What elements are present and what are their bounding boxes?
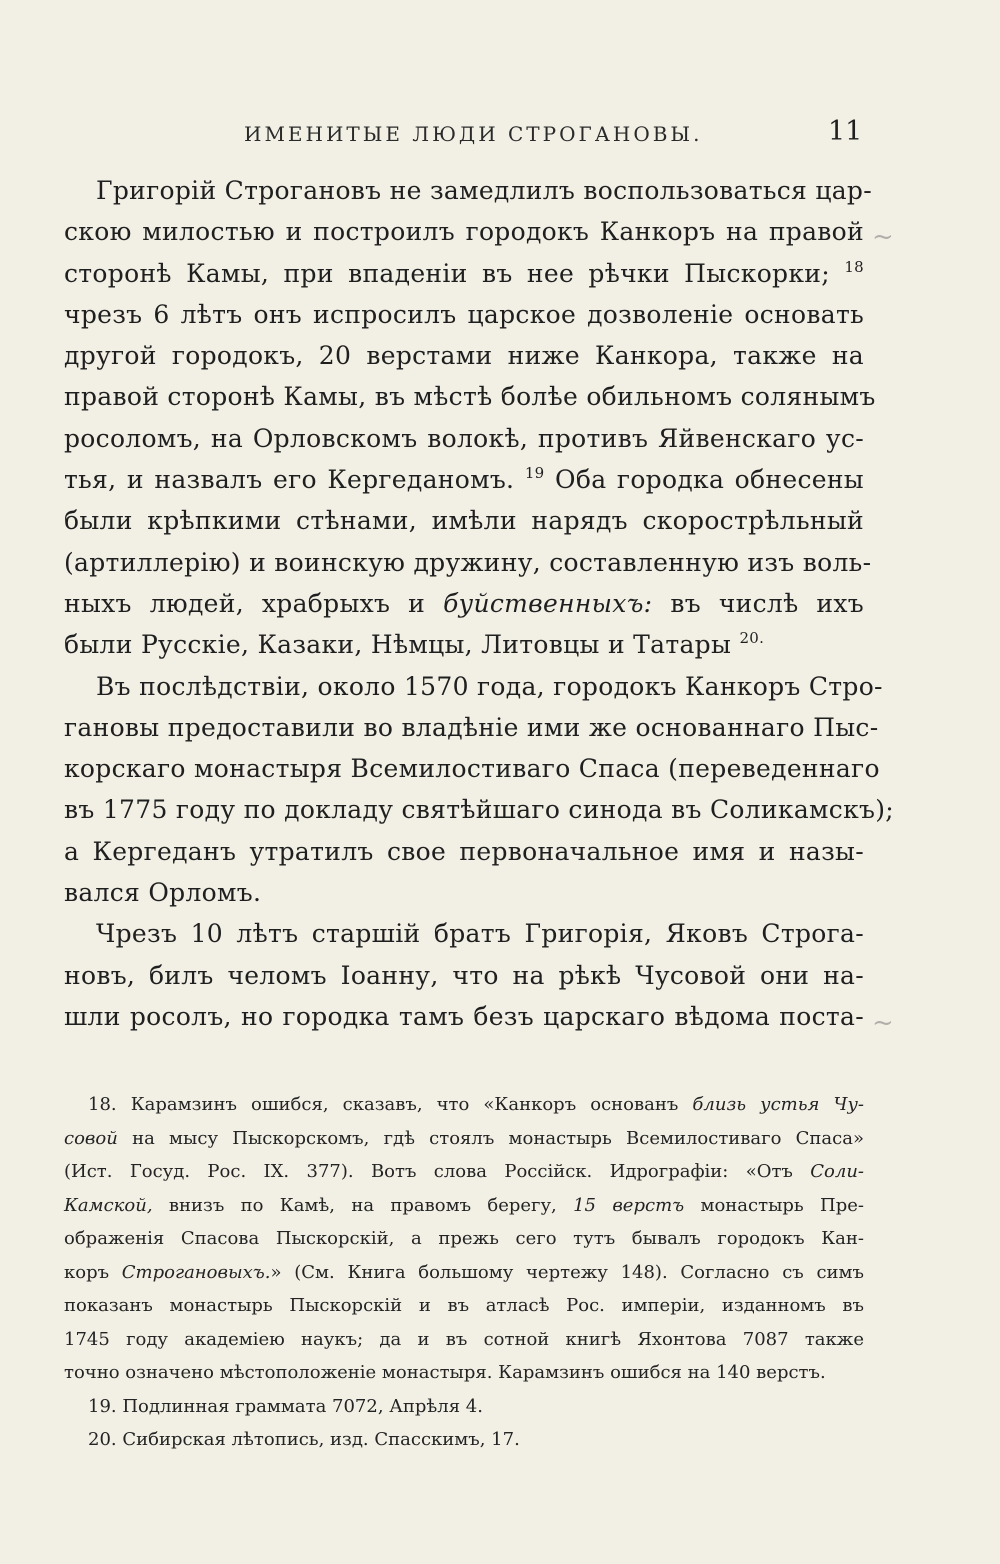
footnote-text: монастырь Пре-	[700, 1194, 864, 1216]
footnote-18-line	[64, 1189, 864, 1223]
text-fragment: Оба городка обнесены	[555, 465, 864, 495]
footnote-ref-19: 19	[524, 464, 545, 483]
footnote-18-line	[64, 1088, 864, 1122]
page-number: 11	[828, 116, 863, 147]
text-fragment: ныхъ людей, храбрыхъ и	[64, 588, 426, 618]
footnote-20: 20. Сибирская лѣтопись, изд. Спасскимъ, 17.	[88, 1429, 520, 1450]
text-line: были крѣпкими стѣнами, имѣли нарядъ скорострѣльный	[64, 506, 864, 536]
footnote-italic: Строгановыхъ.	[121, 1261, 271, 1283]
text-line: другой городокъ, 20 верстами ниже Канкора, также на	[64, 341, 864, 371]
text-line: Чрезъ 10 лѣтъ старшій братъ Григорія, Яковъ Строга-	[96, 919, 864, 949]
margin-tilde-mark: ~	[872, 1008, 894, 1038]
footnote-text: внизъ по Камѣ, на правомъ берегу,	[168, 1194, 557, 1216]
footnote-18-line	[64, 1155, 864, 1189]
text-line	[64, 459, 864, 500]
text-line: гановы предоставили во владѣніе ими же основаннаго Пыс-	[64, 712, 879, 742]
footnote-text: » (См. Книга большому чертежу 148). Согласно съ симъ	[270, 1261, 864, 1283]
text-line: новъ, билъ челомъ Іоанну, что на рѣкѣ Чусовой они на-	[64, 960, 864, 990]
text-line: Григорій Строгановъ не замедлилъ воспользоваться цар-	[96, 176, 872, 205]
text-line: а Кергеданъ утратилъ свое первоначальное имя и назы-	[64, 836, 864, 866]
footnote-18-line: ображенія Спасова Пыскорскій, а прежь сего тутъ бывалъ городокъ Кан-	[64, 1228, 864, 1249]
footnote-text: на мысу Пыскорскомъ, гдѣ стоялъ монастырь Всемилостиваго Спаса»	[132, 1127, 864, 1149]
text-line	[64, 624, 864, 665]
footnote-text: (Ист. Госуд. Рос. IX. 377). Вотъ слова Россійск. Идрографіи: «Отъ	[64, 1161, 793, 1182]
footnote-19: 19. Подлинная граммата 7072, Апрѣля 4.	[88, 1395, 483, 1417]
text-line: вался Орломъ.	[64, 878, 262, 908]
text-line: Въ послѣдствіи, около 1570 года, городокъ Канкоръ Стро-	[96, 671, 883, 701]
text-line: шли росолъ, но городка тамъ безъ царскаго вѣдома поста-	[64, 1001, 864, 1031]
text-fragment: были Русскіе, Казаки, Нѣмцы, Литовцы и Татары	[64, 630, 732, 660]
text-line: въ 1775 году по докладу святѣйшаго синода въ Соликамскъ);	[64, 795, 894, 825]
text-line: правой сторонѣ Камы, въ мѣстѣ болѣе обильномъ солянымъ	[64, 382, 876, 412]
main-text	[64, 170, 894, 1037]
italic-word: буйственныхъ:	[443, 588, 653, 618]
text-fragment: въ числѣ ихъ	[670, 588, 864, 618]
footnote-ref-20: 20.	[739, 629, 765, 648]
footnote-ref-18: 18	[844, 257, 865, 276]
text-fragment: тья, и назвалъ его Кергеданомъ.	[64, 465, 515, 495]
footnote-text: 18. Карамзинъ ошибся, сказавъ, что «Канкоръ основанъ	[88, 1094, 679, 1115]
footnote-18-line: 1745 году академіею наукъ; да и въ сотной книгѣ Яхонтова 7087 также	[64, 1328, 864, 1350]
text-line	[64, 253, 864, 294]
footnote-italic: Камской,	[64, 1194, 153, 1216]
text-line: (артиллерію) и воинскую дружину, составленную изъ воль-	[64, 547, 872, 577]
footnote-18-line: показанъ монастырь Пыскорскій и въ атласѣ Рос. имперіи, изданномъ въ	[64, 1295, 864, 1316]
running-title: ИМЕНИТЫЕ ЛЮДИ СТРОГАНОВЫ.	[244, 122, 703, 146]
text-line: скою милостью и построилъ городокъ Канкоръ на правой	[64, 217, 864, 247]
margin-tilde-mark: ~	[872, 222, 894, 252]
footnote-italic: близь устья Чу-	[692, 1094, 864, 1115]
text-line: корскаго монастыря Всемилостиваго Спаса (переведеннаго	[64, 754, 880, 784]
footnote-18-line	[64, 1256, 864, 1290]
text-line: росоломъ, на Орловскомъ волокѣ, противъ Яйвенскаго ус-	[64, 423, 864, 453]
page-header	[0, 116, 1000, 150]
text-fragment: сторонѣ Камы, при впаденіи въ нее рѣчки Пыскорки;	[64, 258, 830, 288]
text-line	[64, 583, 864, 624]
footnote-italic: Соли-	[810, 1161, 864, 1182]
footnote-18-line: точно означено мѣстоположеніе монастыря. Карамзинъ ошибся на 140 верстъ.	[64, 1362, 826, 1383]
footnote-18-line	[64, 1122, 864, 1156]
footnote-text: коръ	[64, 1261, 110, 1283]
footnote-italic: 15 верстъ	[573, 1194, 685, 1216]
footnotes	[64, 1088, 864, 1457]
text-line: чрезъ 6 лѣтъ онъ испросилъ царское дозволеніе основать	[64, 299, 864, 329]
footnote-italic: совой	[64, 1127, 118, 1149]
